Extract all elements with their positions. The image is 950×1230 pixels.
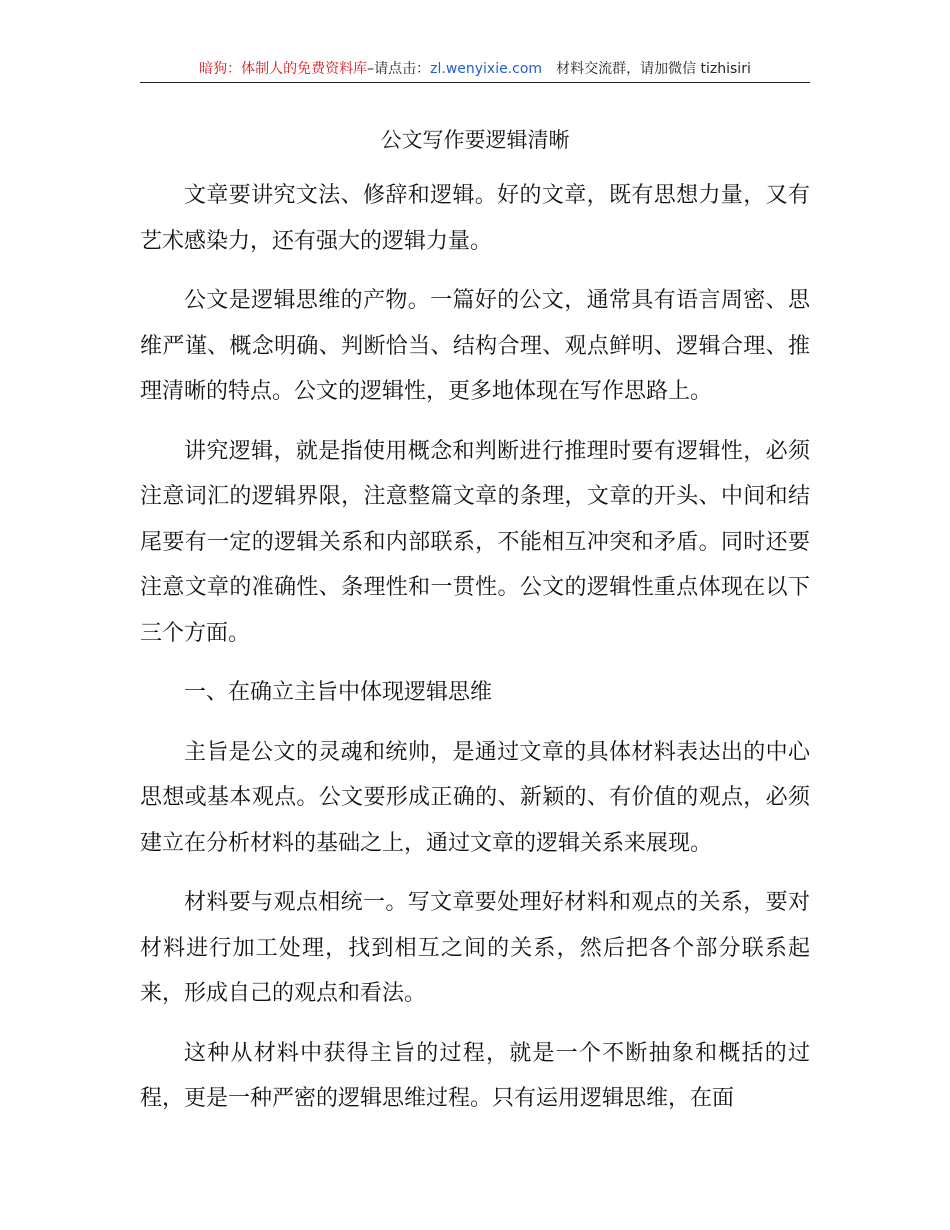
section-heading-1: 一、在确立主旨中体现逻辑思维 [184,680,493,705]
header-link[interactable]: zl.wenyixie.com [430,61,543,77]
header-click-prompt: –请点击： [367,61,431,77]
document-body [140,173,810,1136]
header-site-name: 暗狗：体制人的免费资料库 [199,61,368,77]
paragraph-1: 文章要讲究文法、修辞和逻辑。好的文章，既有思想力量，又有艺术感染力，还有强大的逻辑力量。 [140,183,810,254]
page-header [140,56,810,83]
paragraph-6: 这种从材料中获得主旨的过程，就是一个不断抽象和概括的过程，更是一种严密的逻辑思维过程。只有运用逻辑思维，在面 [140,1040,810,1111]
paragraph-2: 公文是逻辑思维的产物。一篇好的公文，通常具有语言周密、思维严谨、概念明确、判断恰当、结构合理、观点鲜明、逻辑合理、推理清晰的特点。公文的逻辑性，更多地体现在写作思路上。 [140,288,810,404]
paragraph-3: 讲究逻辑，就是指使用概念和判断进行推理时要有逻辑性，必须注意词汇的逻辑界限，注意整篇文章的条理，文章的开头、中间和结尾要有一定的逻辑关系和内部联系，不能相互冲突和矛盾。同时还要注意文章的准确性、条理性和一贯性。公文的逻辑性重点体现在以下三个方面。 [140,438,810,646]
header-group-note: 材料交流群，请加微信 tizhisiri [556,61,751,77]
paragraph-4: 主旨是公文的灵魂和统帅，是通过文章的具体材料表达出的中心思想或基本观点。公文要形成正确的、新颖的、有价值的观点，必须建立在分析材料的基础之上，通过文章的逻辑关系来展现。 [140,739,810,856]
document-title: 公文写作要逻辑清晰 [380,128,570,152]
paragraph-5: 材料要与观点相统一。写文章要处理好材料和观点的关系，要对材料进行加工处理，找到相互之间的关系，然后把各个部分联系起来，形成自己的观点和看法。 [140,890,810,1006]
